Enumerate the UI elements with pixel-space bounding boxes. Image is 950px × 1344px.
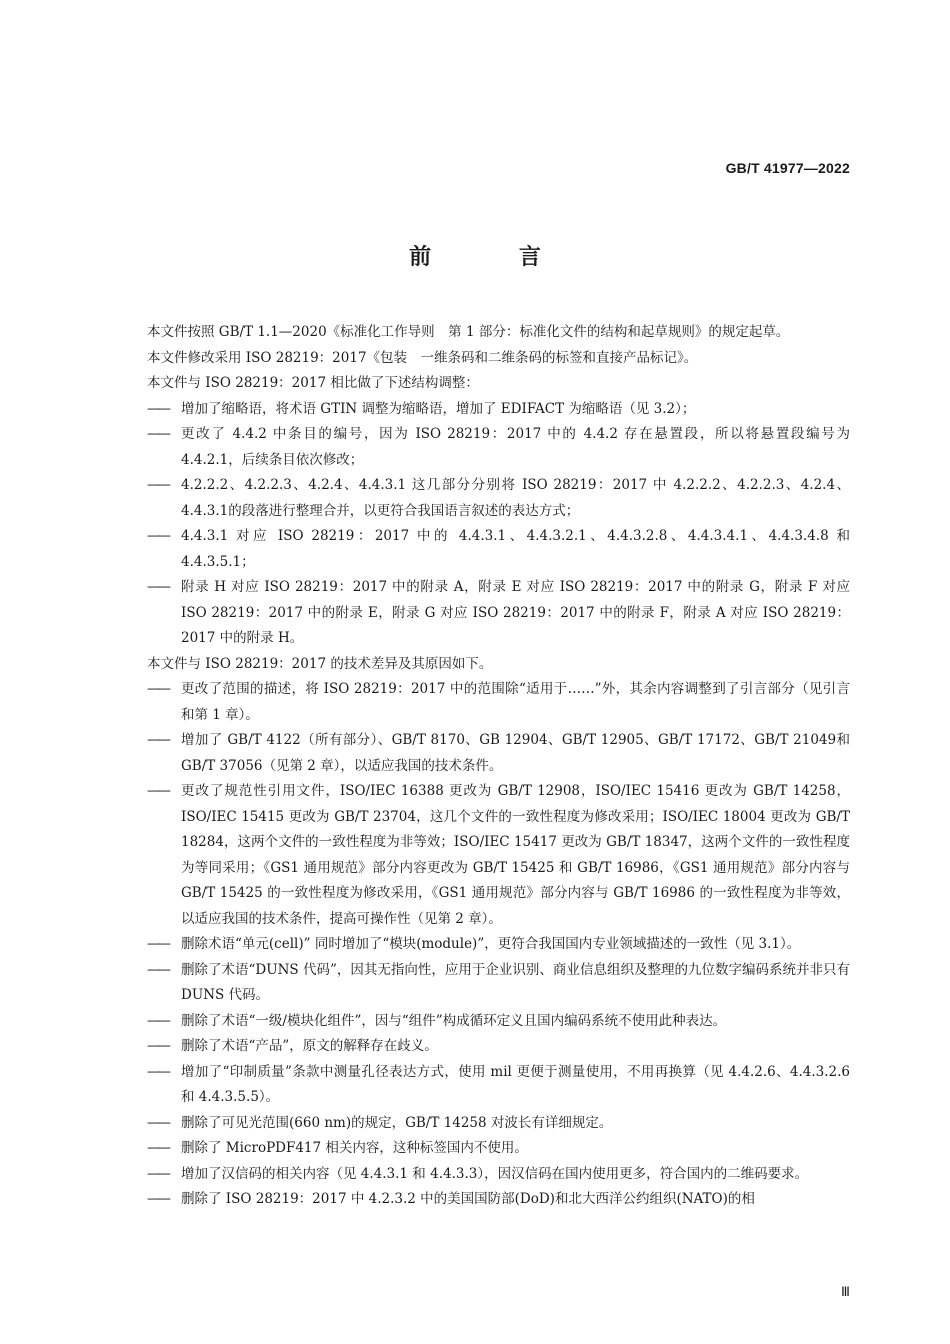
dash-item: —— 4.4.3.1 对应 ISO 28219：2017 中的 4.4.3.1、4.4.3.2.1、4.4.3.2.8、4.4.3.4.1、4.4.3.4.8 和 4.4.3.5.1； <box>115 524 850 575</box>
paragraph: 本文件与 ISO 28219：2017 的技术差异及其原因如下。 <box>147 655 493 672</box>
paragraph: 本文件与 ISO 28219：2017 相比做了下述结构调整： <box>147 375 479 391</box>
dash-item: —— 删除了 ISO 28219：2017 中 4.2.3.2 中的美国国防部(DoD)和北大西洋公约组织(NATO)的相 <box>115 1187 850 1213</box>
dash-item: —— 更改了范围的描述，将 ISO 28219：2017 中的范围除“适用于……”外，其余内容调整到了引言部分（见引言和第 1 章）。 <box>115 677 850 728</box>
standard-code: GB/T 41977—2022 <box>725 160 850 176</box>
paragraph: 本文件按照 GB/T 1.1—2020《标准化工作导则 第 1 部分：标准化文件的结构和起草规则》的规定起草。 <box>147 324 790 340</box>
paragraph: 本文件修改采用 ISO 28219：2017《包装 一维条码和二维条码的标签和直接产品标记》。 <box>147 349 698 366</box>
page-number: Ⅲ <box>841 1284 850 1299</box>
dash-item: —— 删除术语“单元(cell)” 同时增加了“模块(module)”，更符合我国国内专业领域描述的一致性（见 3.1）。 <box>115 932 850 958</box>
dash-item: —— 删除了术语“产品”，原文的解释存在歧义。 <box>115 1034 850 1060</box>
document-body <box>115 320 850 1213</box>
dash-item: —— 更改了规范性引用文件，ISO/IEC 16388 更改为 GB/T 12908，ISO/IEC 15416 更改为 GB/T 14258，ISO/IEC 15415 更改为 GB/T 23704，这几个文件的一致性程度为修改采用；ISO/IEC 18004 更改为 GB/T 18284，这两个文件的一致性程度为非等效；ISO/IEC 15417 更改为 GB/T 18347，这两个文件的一致性程度为等同采用；《GS1 通用规范》部分内容更改为 GB/T 15425 和 GB/T 16986，《GS1 通用规范》部分内容与 GB/T 15425 的一致性程度为修改采用，《GS1 通用规范》部分内容与 GB/T 16986 的一致性程度为非等效，以适应我国的技术条件，提高可操作性（见第 2 章）。 <box>115 779 850 932</box>
dash-item: —— 删除了术语“DUNS 代码”，因其无指向性，应用于企业识别、商业信息组织及整理的九位数字编码系统并非只有 DUNS 代码。 <box>115 958 850 1009</box>
dash-item: —— 附录 H 对应 ISO 28219：2017 中的附录 A，附录 E 对应 ISO 28219：2017 中的附录 G，附录 F 对应 ISO 28219：2017 中的附录 E，附录 G 对应 ISO 28219：2017 中的附录 F，附录 A 对应 ISO 28219：2017 中的附录 H。 <box>115 575 850 652</box>
dash-item: —— 增加了汉信码的相关内容（见 4.4.3.1 和 4.4.3.3），因汉信码在国内使用更多，符合国内的二维码要求。 <box>115 1162 850 1188</box>
dash-item: —— 4.2.2.2、4.2.2.3、4.2.4、4.4.3.1 这几部分分别将 ISO 28219：2017 中 4.2.2.2、4.2.2.3、4.2.4、4.4.3.1的段落进行整理合并，以更符合我国语言叙述的表达方式； <box>115 473 850 524</box>
dash-item: —— 删除了可见光范围(660 nm)的规定，GB/T 14258 对波长有详细规定。 <box>115 1111 850 1137</box>
dash-item: —— 增加了 GB/T 4122（所有部分）、GB/T 8170、GB 12904、GB/T 12905、GB/T 17172、GB/T 21049和 GB/T 37056（见第 2 章），以适应我国的技术条件。 <box>115 728 850 779</box>
dash-item: —— 删除了 MicroPDF417 相关内容，这种标签国内不使用。 <box>115 1136 850 1162</box>
dash-item: —— 更改了 4.4.2 中条目的编号，因为 ISO 28219：2017 中的 4.4.2 存在悬置段，所以将悬置段编号为 4.4.2.1，后续条目依次修改； <box>115 422 850 473</box>
dash-item: —— 增加了“印制质量”条款中测量孔径表达方式，使用 mil 更便于测量使用，不用再换算（见 4.4.2.6、4.4.3.2.6 和 4.4.3.5.5）。 <box>115 1060 850 1111</box>
dash-item: —— 删除了术语“一级/模块化组件”，因与“组件”构成循环定义且国内编码系统不使用此种表达。 <box>115 1009 850 1035</box>
dash-item: —— 增加了缩略语，将术语 GTIN 调整为缩略语，增加了 EDIFACT 为缩略语（见 3.2）； <box>115 397 850 423</box>
page-title: 前 言 <box>409 245 581 270</box>
